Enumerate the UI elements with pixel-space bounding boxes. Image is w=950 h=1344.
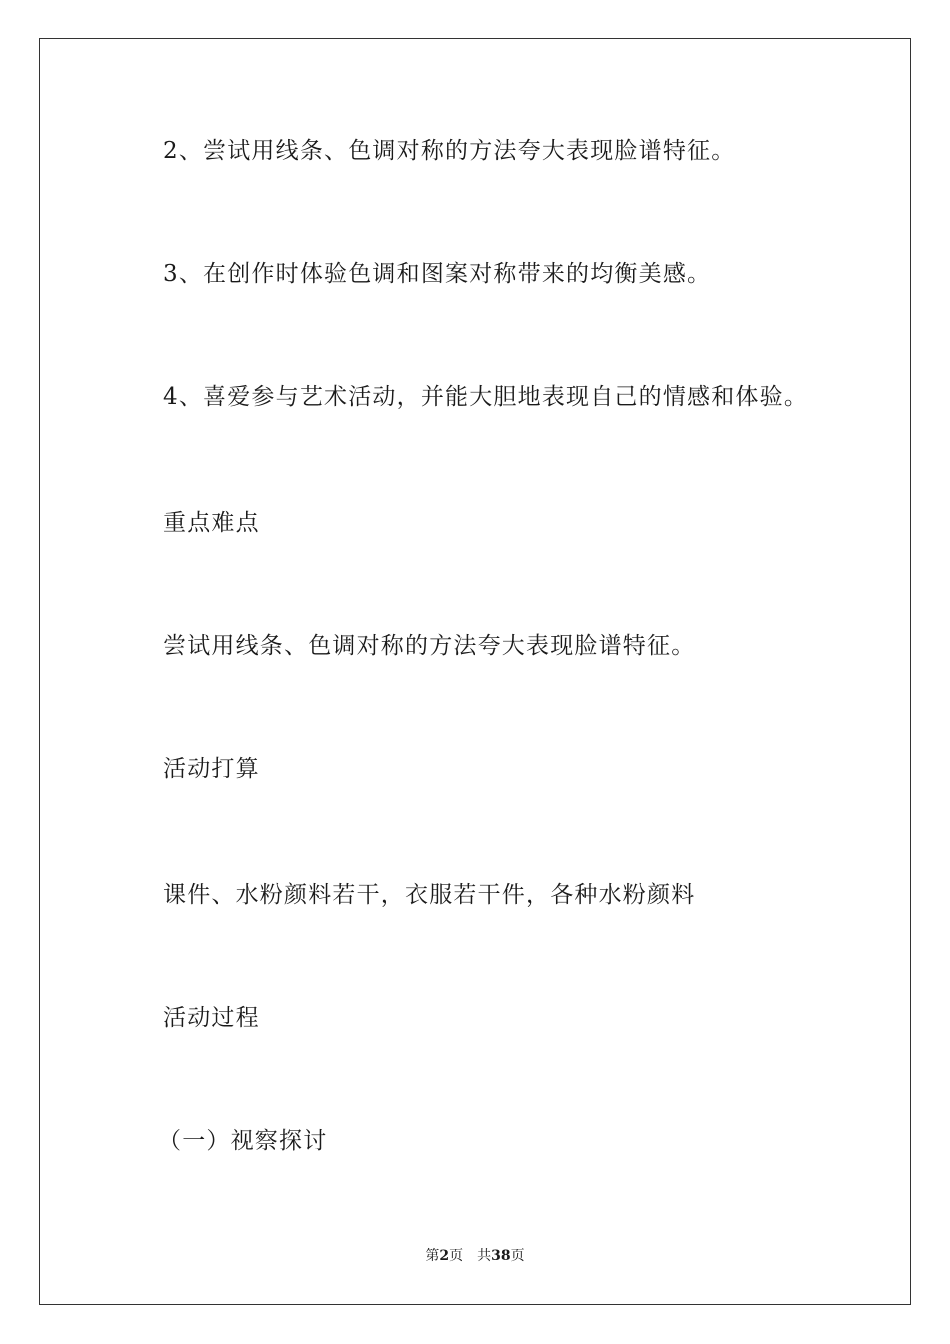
total-prefix: 共 bbox=[477, 1248, 492, 1264]
heading-key-points: 重点难点 bbox=[163, 510, 260, 536]
page-frame bbox=[39, 38, 911, 1305]
page-prefix: 第 bbox=[425, 1248, 440, 1264]
total-pages: 38 bbox=[491, 1248, 511, 1264]
objective-2: 2、尝试用线条、色调对称的方法夸大表现脸谱特征。 bbox=[163, 138, 736, 164]
preparation-text: 课件、水粉颜料若干，衣服若干件，各种水粉颜料 bbox=[163, 882, 696, 908]
heading-process: 活动过程 bbox=[163, 1005, 260, 1031]
key-points-text: 尝试用线条、色调对称的方法夸大表现脸谱特征。 bbox=[163, 633, 696, 659]
objective-4: 4、喜爱参与艺术活动，并能大胆地表现自己的情感和体验。 bbox=[163, 384, 809, 410]
objective-3: 3、在创作时体验色调和图案对称带来的均衡美感。 bbox=[163, 261, 712, 287]
process-step-1: （一）视察探讨 bbox=[158, 1128, 328, 1154]
page-suffix: 页 bbox=[449, 1248, 464, 1264]
page-footer bbox=[0, 1246, 950, 1266]
page-number: 2 bbox=[439, 1248, 450, 1264]
heading-preparation: 活动打算 bbox=[163, 756, 260, 782]
total-suffix: 页 bbox=[510, 1248, 525, 1264]
